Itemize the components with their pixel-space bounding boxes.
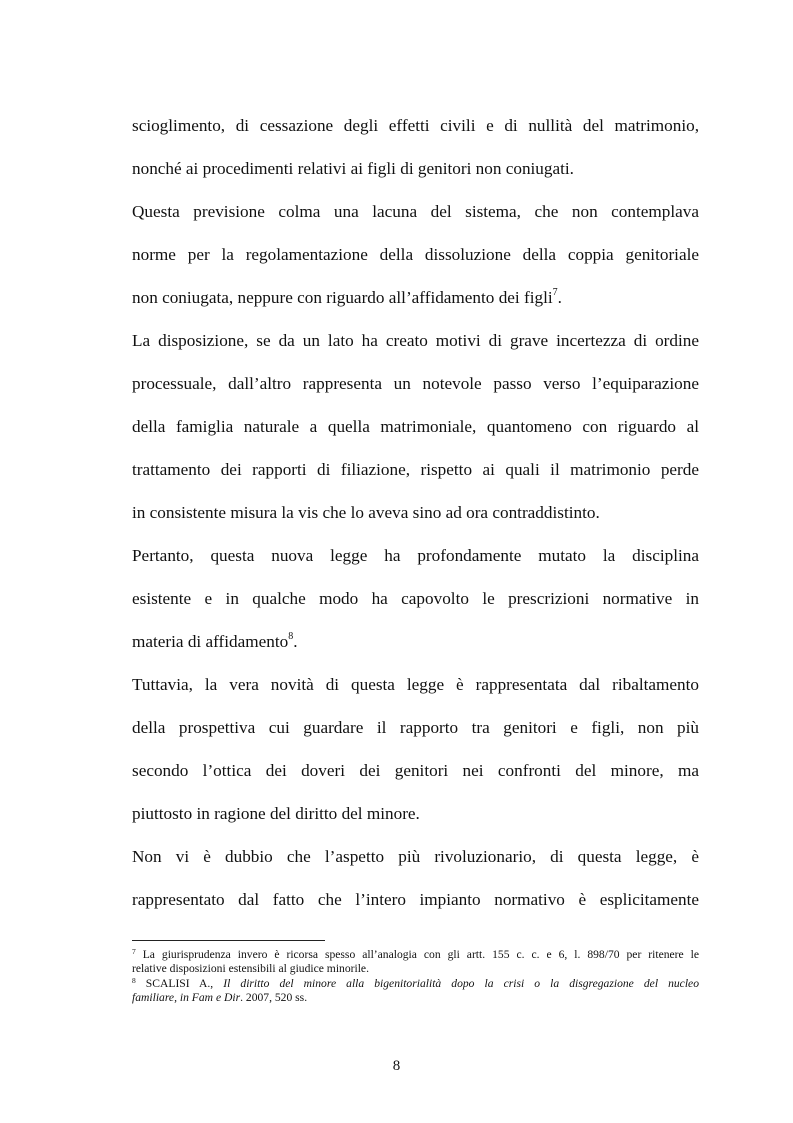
text-line: nonché ai procedimenti relativi ai figli di genitori non coniugati. (132, 159, 574, 178)
text-line: Tuttavia, la vera novità di questa legge è rappresentata dal ribaltamento (132, 675, 699, 694)
text-line: Questa previsione colma una lacuna del sistema, che non contemplava (132, 202, 699, 221)
text-line: della famiglia naturale a quella matrimoniale, quantomeno con riguardo al (132, 417, 699, 436)
footnote-text: La giurisprudenza invero è ricorsa spesso all’analogia con gli artt. 155 c. c. e 6, l. 898/70 per ritenere le (135, 948, 699, 961)
text-span: . (293, 632, 298, 651)
text-line: norme per la regolamentazione della dissoluzione della coppia genitoriale (132, 245, 699, 264)
text-span: materia di affidamento (132, 632, 289, 651)
footnote-title: familiare, in Fam e Dir (132, 991, 241, 1004)
text-line: trattamento dei rapporti di filiazione, rispetto ai quali il matrimonio perde (132, 460, 699, 479)
text-line: in consistente misura la vis che lo aveva sino ad ora contraddistinto. (132, 503, 600, 522)
text-line: rappresentato dal fatto che l’intero impianto normativo è esplicitamente (132, 890, 699, 909)
footnote-separator (132, 940, 325, 941)
text-line: secondo l’ottica dei doveri dei genitori nei confronti del minore, ma (132, 761, 699, 780)
text-span: non coniugata, neppure con riguardo all’affidamento dei figli (132, 288, 553, 307)
footnote-line (132, 991, 699, 1005)
text-line: La disposizione, se da un lato ha creato motivi di grave incertezza di ordine (132, 331, 699, 350)
page-number: 8 (392, 1058, 401, 1074)
text-line: della prospettiva cui guardare il rapporto tra genitori e figli, non più (132, 718, 699, 737)
footnote-number: 8 (132, 976, 136, 985)
text-line (132, 285, 699, 311)
footnote-line (132, 948, 699, 962)
footnote-ref-7[interactable]: 7 (552, 287, 558, 298)
footnote-number: 7 (132, 947, 136, 956)
footnote-citation: . 2007, 520 ss. (240, 991, 308, 1004)
footnote-title: Il diritto del minore alla bigenitorialità dopo la crisi o la disgregazione del nucleo (223, 977, 699, 990)
footnote-8 (132, 977, 699, 1005)
text-line: Non vi è dubbio che l’aspetto più rivoluzionario, di questa legge, è (132, 847, 699, 866)
text-line: processuale, dall’altro rappresenta un notevole passo verso l’equiparazione (132, 374, 699, 393)
text-line: piuttosto in ragione del diritto del minore. (132, 804, 420, 823)
footnote-author: SCALISI A., (135, 977, 224, 990)
footnote-ref-8[interactable]: 8 (288, 631, 294, 642)
text-line: scioglimento, di cessazione degli effetti civili e di nullità del matrimonio, (132, 116, 699, 135)
footnote-line (132, 977, 699, 991)
text-line: Pertanto, questa nuova legge ha profondamente mutato la disciplina (132, 546, 699, 565)
text-span: . (557, 288, 562, 307)
footnote-7 (132, 948, 699, 976)
footnote-line: relative disposizioni estensibili al giudice minorile. (132, 962, 369, 975)
text-line: esistente e in qualche modo ha capovolto le prescrizioni normative in (132, 589, 699, 608)
text-line (132, 629, 699, 655)
